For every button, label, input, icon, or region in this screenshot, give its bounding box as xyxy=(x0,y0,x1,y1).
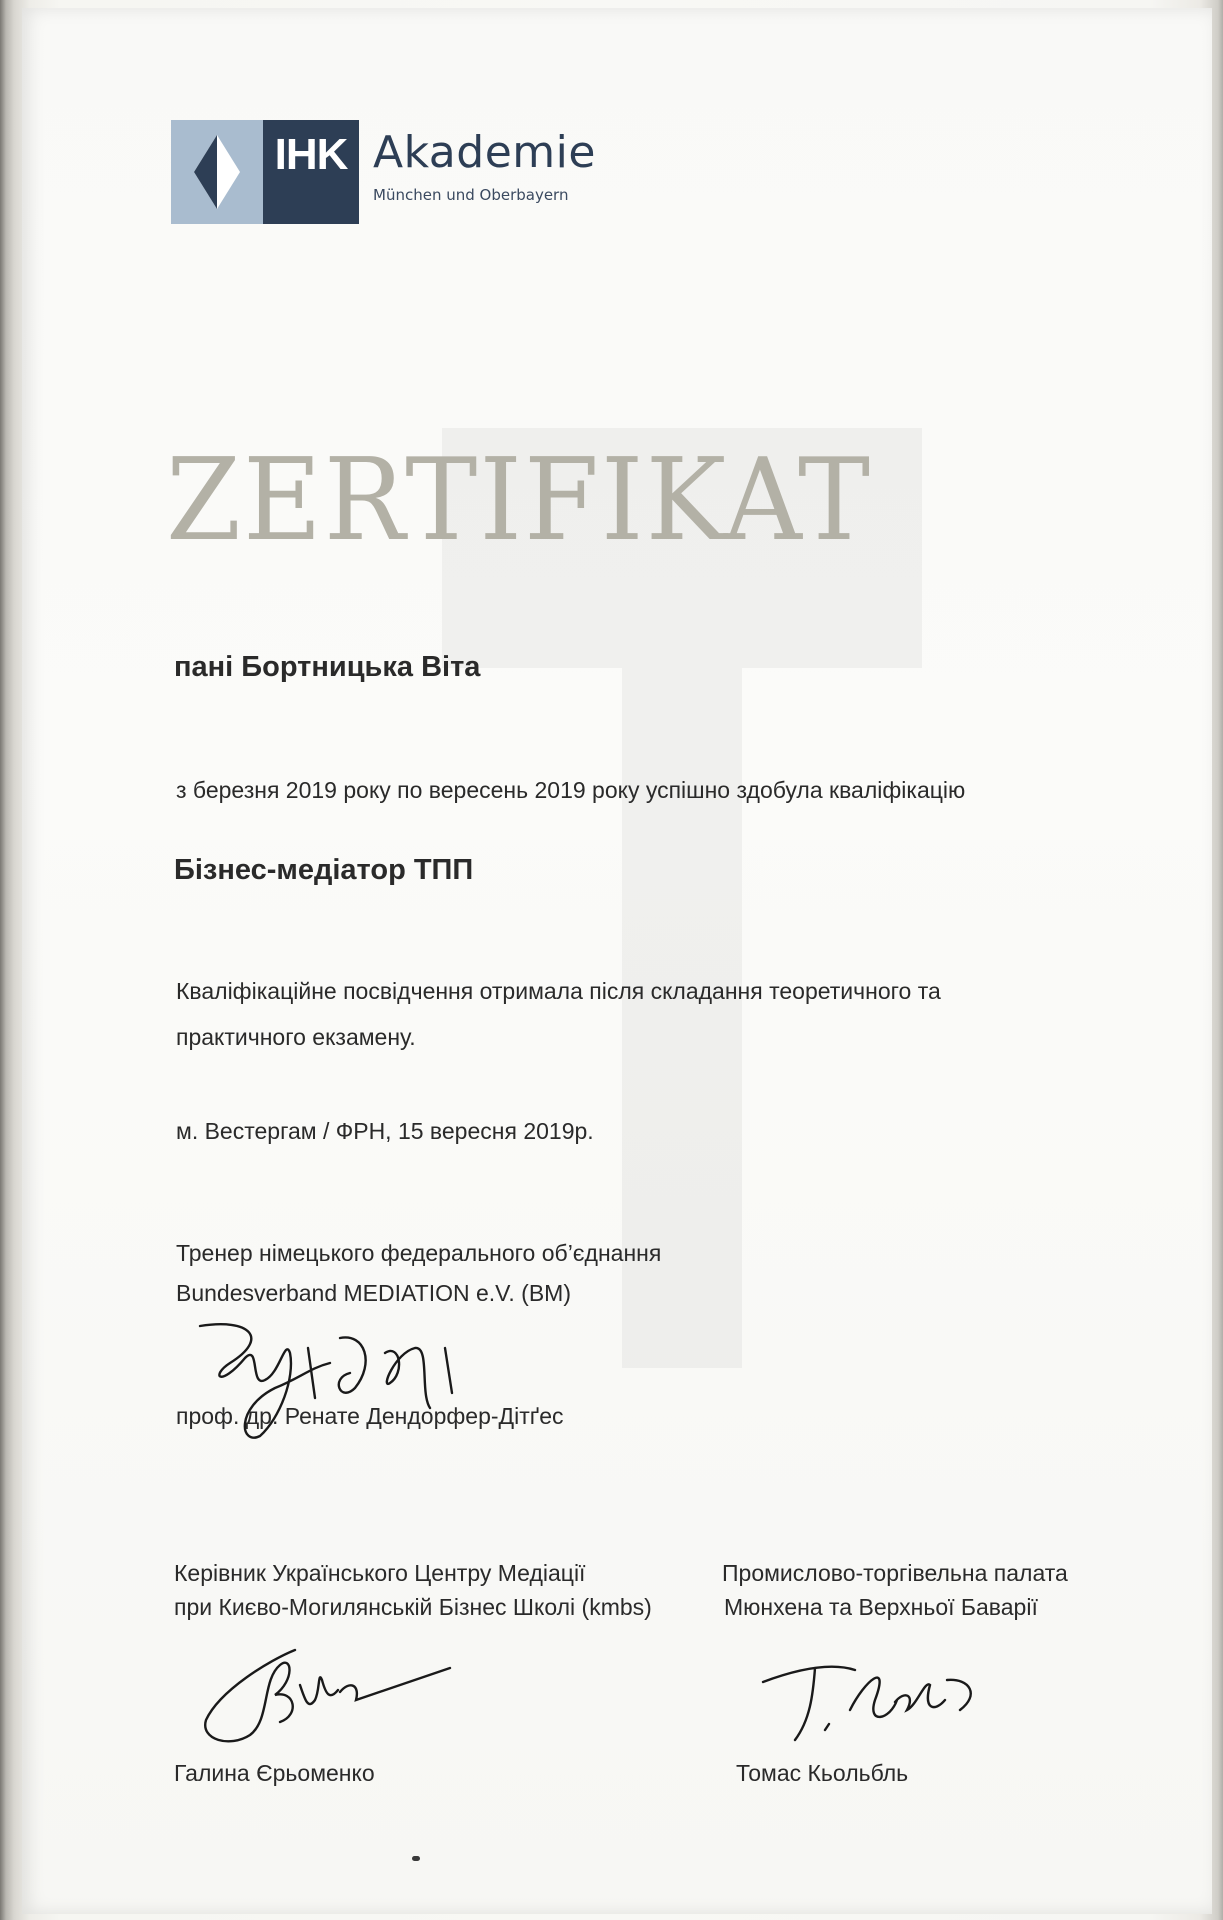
training-period: з березня 2019 року по вересень 2019 року успішно здобула кваліфікацію xyxy=(176,777,966,803)
exam-statement-line1: Кваліфікаційне посвідчення отримала після складання теоретичного та xyxy=(176,978,941,1004)
logo-name: Akademie xyxy=(373,127,596,178)
right-signatory-role-line1: Промислово-торгівельна палата xyxy=(722,1560,1068,1586)
trainer-role-line1: Тренер німецького федерального об’єднання xyxy=(176,1240,662,1266)
left-signatory-role-line1: Керівник Українського Центру Медіації xyxy=(174,1560,586,1586)
right-signatory-role-line2: Мюнхена та Верхньої Баварії xyxy=(724,1594,1038,1620)
logo-emblem xyxy=(171,120,263,224)
recipient-name: пані Бортницька Віта xyxy=(174,651,481,683)
ihk-akademie-logo xyxy=(171,120,596,224)
diamond-icon xyxy=(192,133,242,211)
certificate-title: ZERTIFIKAT xyxy=(166,434,873,567)
logo-brand: IHK xyxy=(263,120,359,224)
left-signatory-name: Галина Єрьоменко xyxy=(174,1760,375,1786)
logo-subtitle: München und Oberbayern xyxy=(373,186,569,204)
left-signatory-role-line2: при Києво-Могилянській Бізнес Школі (kmbs) xyxy=(174,1594,652,1620)
trainer-name: проф. др. Ренате Дендорфер-Дітґес xyxy=(176,1403,564,1429)
paper-speck xyxy=(412,1856,420,1861)
trainer-role-line2: Bundesverband MEDIATION e.V. (BM) xyxy=(176,1280,571,1306)
place-and-date: м. Вестергам / ФРН, 15 вересня 2019р. xyxy=(176,1118,594,1144)
qualification-title: Бізнес-медіатор ТПП xyxy=(174,854,474,886)
right-signatory-name: Томас Кьольбль xyxy=(736,1760,909,1786)
left-signature xyxy=(200,1640,460,1755)
logo-wordmark xyxy=(359,120,596,224)
certificate-paper xyxy=(22,8,1212,1914)
exam-statement-line2: практичного екзамену. xyxy=(176,1024,416,1050)
right-signature xyxy=(755,1640,995,1755)
